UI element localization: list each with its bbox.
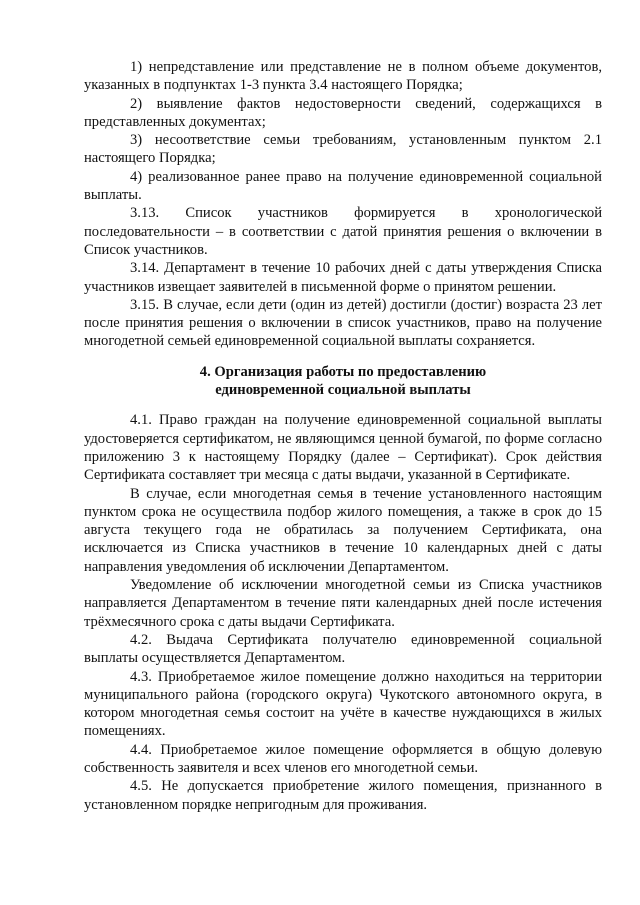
document-page: [84, 58, 602, 814]
paragraph-refusal-reason-2: 2) выявление фактов недостоверности сведений, содержащихся в представленных документах;: [84, 95, 602, 130]
paragraph-3-15: 3.15. В случае, если дети (один из детей) достигли (достиг) возраста 23 лет после принятия решения о включении в список участников, право на получение многодетной семьей единовременной социальной выплаты сохраняется.: [84, 296, 602, 350]
paragraph-exclusion: В случае, если многодетная семья в течение установленного настоящим пунктом срока не осуществила подбор жилого помещения, а также в срок до 15 августа текущего года не обратилась за получением Сертификата, она исключается из Списка участников в течение 10 календарных дней с даты направления уведомления об исключении Департаментом.: [84, 485, 602, 575]
paragraph-4-2: 4.2. Выдача Сертификата получателю единовременной социальной выплаты осуществляется Департаментом.: [84, 631, 602, 667]
section-heading-line-2: единовременной социальной выплаты: [215, 382, 471, 399]
paragraph-refusal-reason-3: 3) несоответствие семьи требованиям, установленным пунктом 2.1 настоящего Порядка;: [84, 132, 602, 167]
section-heading-line-1: 4. Организация работы по предоставлению: [199, 363, 487, 380]
paragraph-4-5: 4.5. Не допускается приобретение жилого помещения, признанного в установленном порядке непригодным для проживания.: [84, 778, 602, 813]
paragraph-3-13: 3.13. Список участников формируется в хронологической последовательности – в соответствии с датой принятия решения о включении в Список участников.: [84, 205, 602, 258]
paragraph-4-4: 4.4. Приобретаемое жилое помещение оформляется в общую долевую собственность заявителя и всех членов его многодетной семьи.: [84, 741, 602, 776]
paragraph-refusal-reason-4: 4) реализованное ранее право на получение единовременной социальной выплаты.: [84, 168, 602, 204]
paragraph-exclusion-notice: Уведомление об исключении многодетной семьи из Списка участников направляется Департаментом в течение пяти календарных дней после истечения трёхмесячного срока с даты выдачи Сертификата.: [84, 577, 602, 630]
paragraph-refusal-reason-1: 1) непредставление или представление не в полном объеме документов, указанных в подпунктах 1-3 пункта 3.4 настоящего Порядка;: [84, 59, 602, 94]
paragraph-4-1: 4.1. Право граждан на получение единовременной социальной выплаты удостоверяется сертификатом, не являющимся ценной бумагой, по форме согласно приложению 3 к настоящему Порядку (далее – Сертификат). Срок действия Сертификата составляет три месяца с даты выдачи, указанной в Сертификате.: [84, 412, 602, 484]
paragraph-3-14: 3.14. Департамент в течение 10 рабочих дней с даты утверждения Списка участников извещает заявителей в письменной форме о принятом решении.: [84, 260, 602, 295]
paragraph-4-3: 4.3. Приобретаемое жилое помещение должно находиться на территории муниципального района (городского округа) Чукотского автономного округа, в котором многодетная семья состоит на учёте в качестве нуждающихся в жилых помещениях.: [84, 668, 602, 740]
section-heading: [84, 363, 602, 400]
